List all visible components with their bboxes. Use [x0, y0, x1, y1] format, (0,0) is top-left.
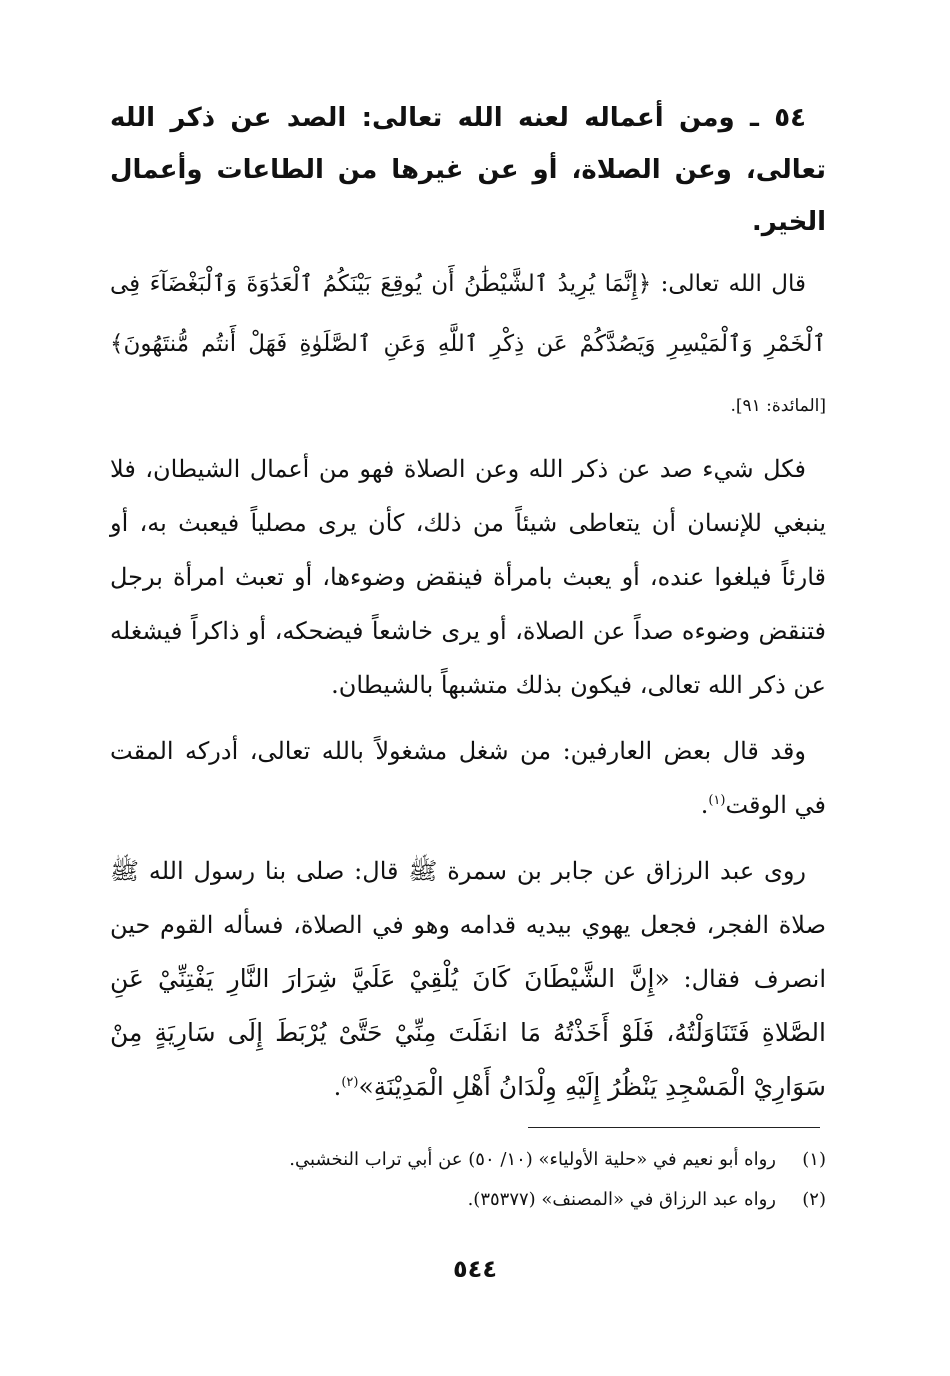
page-number: ٥٤٤: [453, 1255, 497, 1283]
paragraph-arifin-quote: [110, 724, 826, 832]
quran-ayah: ﴿إِنَّمَا يُرِيدُ ٱلشَّيْطَٰنُ أَن يُوقِعَ بَيْنَكُمُ ٱلْعَدَٰوَةَ وَٱلْبَغْضَآءَ فِى ٱلْخَمْرِ وَٱلْمَيْسِرِ وَيَصُدَّكُمْ عَن ذِكْرِ ٱللَّهِ وَعَنِ ٱلصَّلَوٰةِ فَهَلْ أَنتُم مُّنتَهُونَ﴾: [110, 271, 826, 357]
paragraph-shaytan-actions: فكل شيء صد عن ذكر الله وعن الصلاة فهو من أعمال الشيطان، فلا ينبغي للإنسان أن يتعاطى شيئاً من ذلك، كأن يرى مصلياً فيعبث به، أو قارئاً فيلغوا عنده، أو يعبث بامرأة فينقض وضوءها، أو تعبث امرأة برجل فتنقض وضوءه صداً عن الصلاة، أو يرى خاشعاً فيضحكه، أو ذاكراً فيشغله عن ذكر الله تعالى، فيكون بذلك متشبهاً بالشيطان.: [110, 455, 826, 699]
footnote-text: رواه أبو نعيم في «حلية الأولياء» (١٠/ ٥٠) عن أبي تراب النخشبي.: [289, 1149, 776, 1170]
footnote-marker-2[interactable]: (٢): [341, 1075, 359, 1090]
quran-quote: [110, 254, 826, 436]
paragraph-arifin-text: وقد قال بعض العارفين: من شغل مشغولاً بالله تعالى، أدركه المقت في الوقت: [110, 737, 826, 819]
main-text: [110, 92, 826, 1126]
hadith-end: .: [333, 1073, 342, 1101]
hadith-narration: روى عبد الرزاق عن جابر بن سمرة ﷺ قال: صلى بنا رسول الله ﷺ صلاة الفجر، فجعل يهوي بيديه قدامه وهو في الصلاة، فسأله القوم حين انصرف فقال:: [110, 857, 827, 993]
paragraph-hadith: [110, 844, 826, 1114]
footnote-number: (١): [802, 1149, 826, 1170]
footnote-item: [110, 1180, 826, 1220]
quran-intro: قال الله تعالى:: [660, 271, 806, 297]
paragraph-arifin-end: .: [700, 791, 709, 819]
footnotes: [110, 1140, 826, 1220]
section-heading: ٥٤ ـ ومن أعماله لعنه الله تعالى: الصد عن ذكر الله تعالى، وعن الصلاة، أو عن غيرها من الطاعات وأعمال الخير.: [110, 103, 826, 237]
hadith-text: «إِنَّ الشَّيْطَانَ كَانَ يُلْقِيْ عَلَيَّ شِرَارَ النَّارِ يَفْتِنِّيْ عَنِ الصَّلاةِ فَتَنَاوَلْتُهُ، فَلَوْ أَخَذْتُهُ مَا انفَلَتَ مِنِّيْ حَتَّىْ يُرْبَطَ إِلَى سَارِيَةٍ مِنْ سَوَارِيْ الْمَسْجِدِ يَنْظُرُ إِلَيْهِ وِلْدَانُ أَهْلِ الْمَدِيْنَةِ»: [110, 964, 826, 1101]
footnote-text: رواه عبد الرزاق في «المصنف» (٣٥٣٧٧).: [467, 1189, 776, 1210]
footnote-number: (٢): [802, 1189, 826, 1210]
footnote-item: [110, 1140, 826, 1180]
footnote-marker-1[interactable]: (١): [708, 793, 726, 808]
quran-reference: [المائدة: ٩١].: [730, 396, 826, 416]
footnote-divider: [528, 1127, 820, 1128]
